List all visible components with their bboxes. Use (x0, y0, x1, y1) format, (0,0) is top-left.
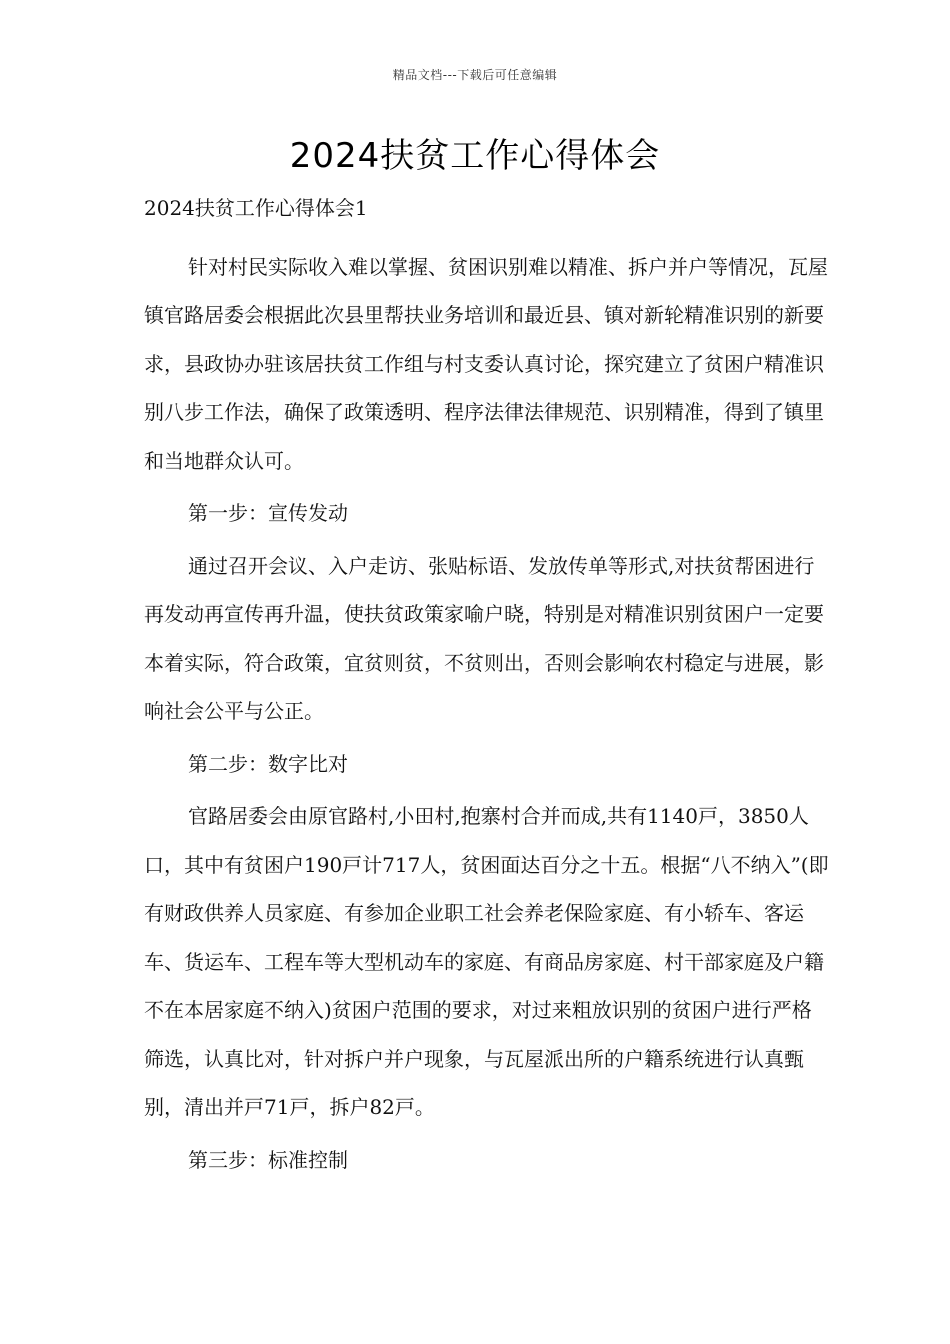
intro-paragraph: 针对村民实际收入难以掌握、贫困识别难以精准、拆户并户等情况，瓦屋镇官路居委会根据此次县里帮扶业务培训和最近县、镇对新轮精准识别的新要求，县政协办驻该居扶贫工作组与村支委认真讨论，探究建立了贫困户精准识别八步工作法，确保了政策透明、程序法律法律规范、识别精准，得到了镇里和当地群众认可。 (144, 254, 828, 473)
header-note: 精品文档---下载后可任意编辑 (392, 68, 558, 82)
step2-paragraph: 官路居委会由原官路村,小田村,抱寨村合并而成,共有1140戸，3850人口，其中有贫困户190戸计717人，贫困面达百分之十五。根据“八不纳入”(即有财政供养人员家庭、有参加企业职工社会养老保险家庭、有小轿车、客运车、货运车、工程车等大型机动车的家庭、有商品房家庭、村干部家庭及户籍不在本居家庭不纳入)贫困户范围的要求，对过来粗放识别的贫困户进行严格筛选，认真比对，针对拆户并户现象，与瓦屋派出所的户籍系统进行认真甄别，清出并戸71戸，拆户82戸。 (144, 804, 829, 1119)
step3-heading: 第三步：标准控制 (188, 1147, 348, 1172)
document-body (144, 184, 830, 1188)
step2-heading: 第二步：数字比对 (188, 751, 348, 776)
document-title: 2024扶贫工作心得体会 (289, 136, 661, 176)
step1-paragraph: 通过召开会议、入户走访、张贴标语、发放传单等形式,对扶贫帮困进行再发动再宣传再升温，使扶贫政策家喻户晓，特别是对精准识别贫困户一定要本着实际，符合政策，宜贫则贫，不贫则出，否则会影响农村稳定与进展，影响社会公平与公正。 (144, 553, 824, 723)
step1-heading: 第一步：宣传发动 (188, 501, 348, 525)
section-subtitle: 2024扶贫工作心得体会1 (144, 196, 368, 220)
